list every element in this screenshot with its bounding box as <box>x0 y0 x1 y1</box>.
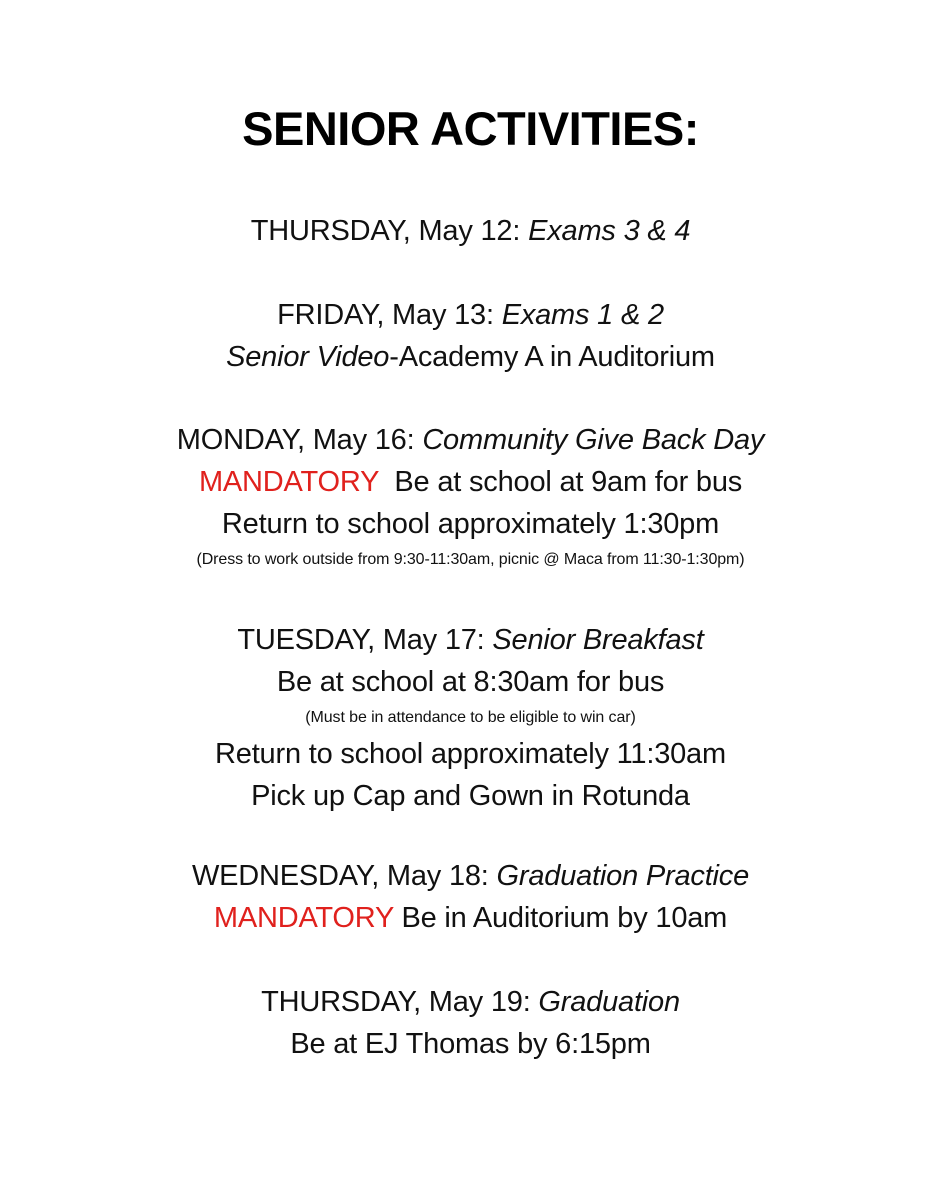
schedule-line <box>0 855 941 897</box>
event-name: Exams 3 & 4 <box>528 215 691 247</box>
event-name: Graduation <box>538 986 680 1018</box>
schedule-line <box>0 897 941 939</box>
schedule-tuesday-may-17 <box>0 619 941 817</box>
event-name: Graduation Practice <box>496 860 750 892</box>
day-date-label: THURSDAY, May 12: <box>250 215 529 247</box>
day-date-label: FRIDAY, May 13: <box>277 299 502 331</box>
schedule-line <box>0 461 941 503</box>
event-detail: Pick up Cap and Gown in Rotunda <box>251 780 690 812</box>
event-name: Community Give Back Day <box>422 424 765 456</box>
schedule-line <box>0 981 941 1023</box>
event-detail: -Academy A in Auditorium <box>389 341 715 373</box>
schedule-thursday-may-12 <box>0 210 941 252</box>
event-note: (Dress to work outside from 9:30-11:30am, picnic @ Maca from 11:30-1:30pm) <box>196 551 745 568</box>
schedule-thursday-may-19 <box>0 981 941 1065</box>
event-note: (Must be in attendance to be eligible to win car) <box>305 709 636 726</box>
day-date-label: TUESDAY, May 17: <box>237 624 493 656</box>
mandatory-label: MANDATORY <box>213 902 394 934</box>
event-detail: Return to school approximately 1:30pm <box>221 508 720 540</box>
event-detail: Be in Auditorium by 10am <box>393 902 728 934</box>
flyer-title: SENIOR ACTIVITIES: <box>242 102 699 155</box>
schedule-line <box>0 210 941 252</box>
event-detail: Return to school approximately 11:30am <box>215 738 726 770</box>
schedule-line <box>0 619 941 661</box>
schedule-line <box>0 336 941 378</box>
schedule-wednesday-may-18 <box>0 855 941 939</box>
schedule-line <box>0 294 941 336</box>
schedule-monday-may-16 <box>0 419 941 575</box>
event-name: Senior Breakfast <box>492 624 704 656</box>
day-date-label: WEDNESDAY, May 18: <box>191 860 497 892</box>
schedule-line <box>0 419 941 461</box>
event-name: Exams 1 & 2 <box>501 299 664 331</box>
event-detail: Be at school at 8:30am for bus <box>276 666 665 698</box>
event-detail: Be at school at 9am for bus <box>378 466 743 498</box>
day-date-label: MONDAY, May 16: <box>176 424 423 456</box>
event-name: Senior Video <box>226 341 390 373</box>
mandatory-label: MANDATORY <box>198 466 379 498</box>
event-detail: Be at EJ Thomas by 6:15pm <box>290 1028 651 1060</box>
day-date-label: THURSDAY, May 19: <box>261 986 539 1018</box>
schedule-friday-may-13 <box>0 294 941 378</box>
